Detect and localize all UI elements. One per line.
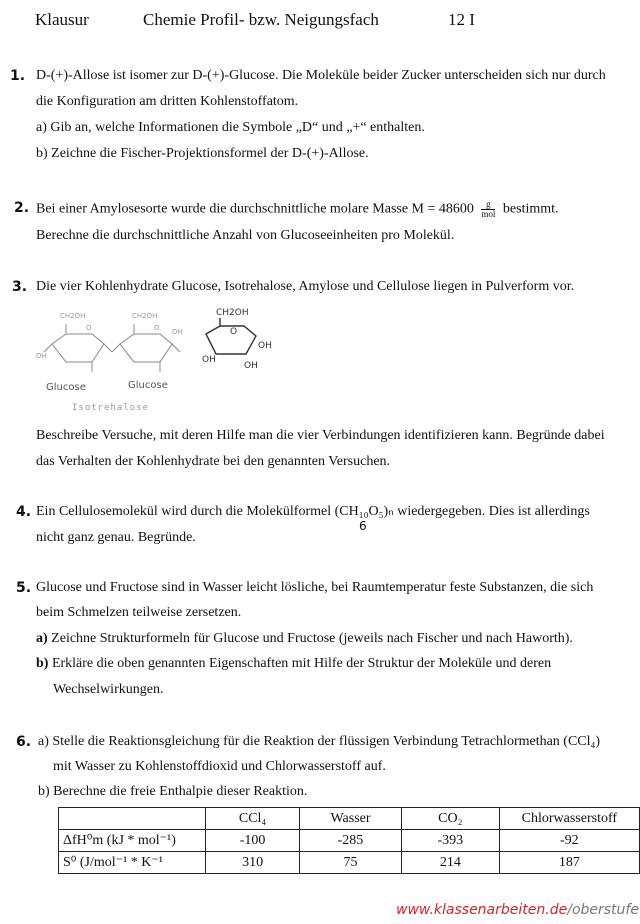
subtask-b: b) Berechne die freie Enthalpie dieser Reaktion. — [38, 784, 308, 799]
footer-path[interactable]: oberstufe — [571, 902, 639, 918]
question-number: 4. — [16, 504, 32, 520]
header-class: 12 I — [448, 10, 475, 29]
table-header-cell: Wasser — [300, 808, 402, 830]
unit-fraction — [481, 200, 495, 219]
table-header-cell: Chlorwasserstoff — [499, 808, 639, 830]
table-cell: -393 — [401, 830, 499, 852]
subtask-b — [36, 656, 551, 672]
question-text: das Verhalten der Kohlenhydrate bei den genannten Versuchen. — [36, 454, 391, 469]
table-header-cell: CCl₄ — [206, 808, 300, 830]
subtask-a — [36, 631, 573, 647]
question-text: Glucose und Fructose sind in Wasser leicht lösliche, bei Raumtemperatur feste Substanzen, die sich — [36, 580, 594, 595]
footer-separator: / — [567, 902, 572, 918]
subtask-b: b) Zeichne die Fischer-Projektionsformel der D-(+)-Allose. — [36, 146, 369, 161]
hydroxyl-label: OH — [244, 361, 258, 371]
hydroxyl-label: OH — [258, 341, 272, 351]
question-text — [36, 200, 559, 219]
question-text: beim Schmelzen teilweise zersetzen. — [36, 605, 242, 620]
table-cell: 214 — [401, 852, 499, 874]
table-cell: -92 — [499, 830, 639, 852]
structure-label-isotrehalose: Isotrehalose — [72, 403, 150, 412]
subtask-marker: a) — [36, 631, 48, 646]
hydroxyl-label: OH — [202, 355, 216, 365]
ring-oxygen: O — [86, 324, 92, 332]
table-row — [59, 852, 640, 874]
question-text: Beschreibe Versuche, mit deren Hilfe man die vier Verbindungen identifizieren kann. Begründe dabei — [36, 428, 605, 443]
footer-site[interactable]: www.klassenarbeiten.de — [396, 902, 568, 918]
hydroxyl-label: OH — [172, 328, 183, 336]
question-text — [36, 504, 590, 520]
ch2oh-label: CH2OH — [216, 308, 249, 318]
subtask-a: a) Stelle die Reaktionsgleichung für die Reaktion der flüssigen Verbindung Tetrachlormethan (CCl₄) — [38, 734, 601, 749]
ch2oh-label: CH2OH — [132, 312, 158, 320]
header-title: Chemie Profil- bzw. Neigungsfach — [143, 10, 379, 29]
subtask-marker: b) — [36, 656, 49, 671]
question-number: 2. — [14, 200, 30, 216]
question-number: 5. — [16, 580, 32, 596]
glucose-ring-1 — [44, 324, 112, 372]
text-part: Bei einer Amylosesorte wurde die durchschnittliche molare Masse M = 48600 — [36, 201, 474, 217]
handwritten-correction: 6 — [359, 519, 367, 533]
text-part: bestimmt. — [502, 201, 559, 217]
ch2oh-label: CH2OH — [60, 312, 86, 320]
subtask-text: Wechselwirkungen. — [53, 682, 164, 697]
table-cell: -285 — [300, 830, 402, 852]
structure-label-glucose: Glucose — [46, 382, 86, 393]
question-text: Berechne die durchschnittliche Anzahl von Glucoseeinheiten pro Molekül. — [36, 228, 455, 243]
subtask-text: Zeichne Strukturformeln für Glucose und Fructose (jeweils nach Fischer und nach Haworth). — [51, 631, 573, 646]
table-cell: 187 — [499, 852, 639, 874]
glucose-ring-2 — [112, 324, 180, 372]
question-text: nicht ganz genau. Begründe. — [36, 530, 196, 545]
header-left: Klausur — [35, 10, 89, 29]
ring-oxygen: O — [154, 324, 160, 332]
subtask-a: a) Gib an, welche Informationen die Symbole „D“ und „+“ enthalten. — [36, 120, 425, 135]
question-text: Die vier Kohlenhydrate Glucose, Isotrehalose, Amylose und Cellulose liegen in Pulverform vor. — [36, 279, 575, 294]
question-number: 1. — [10, 68, 26, 84]
ring-oxygen: O — [230, 327, 238, 337]
structure-label-glucose: Glucose — [128, 380, 168, 391]
fraction-denominator: mol — [481, 209, 496, 219]
text-part: H₁₀O₅)ₙ wiedergegeben. Dies ist allerdings — [348, 504, 590, 519]
table-header-cell: CO₂ — [401, 808, 499, 830]
carbohydrate-structures — [34, 304, 294, 412]
table-row-label: S⁰ (J/mol⁻¹ * K⁻¹ — [59, 852, 206, 874]
table-cell: -100 — [206, 830, 300, 852]
question-text: D-(+)-Allose ist isomer zur D-(+)-Glucose. Die Moleküle beider Zucker unterscheiden sich nur durch — [36, 68, 606, 83]
footer-url[interactable] — [396, 902, 639, 918]
fraction-numerator: g — [481, 200, 495, 210]
subtask-text: Erkläre die oben genannten Eigenschaften mit Hilfe der Struktur der Moleküle und deren — [51, 656, 552, 671]
table-header-cell — [59, 808, 206, 830]
text-part: Ein Cellulosemolekül wird durch die Molekülformel (C — [36, 504, 349, 519]
hydroxyl-label: OH — [36, 352, 47, 360]
table-row — [59, 830, 640, 852]
question-text: die Konfiguration am dritten Kohlenstoffatom. — [36, 94, 299, 109]
table-cell: 75 — [300, 852, 402, 874]
question-number: 6. — [16, 734, 32, 750]
table-row-label: ΔfH⁰m (kJ * mol⁻¹) — [59, 830, 206, 852]
question-number: 3. — [12, 279, 28, 295]
thermodynamic-data-table — [58, 807, 640, 874]
table-cell: 310 — [206, 852, 300, 874]
subtask-a: mit Wasser zu Kohlenstoffdioxid und Chlorwasserstoff auf. — [53, 759, 386, 774]
table-header-row — [59, 808, 640, 830]
